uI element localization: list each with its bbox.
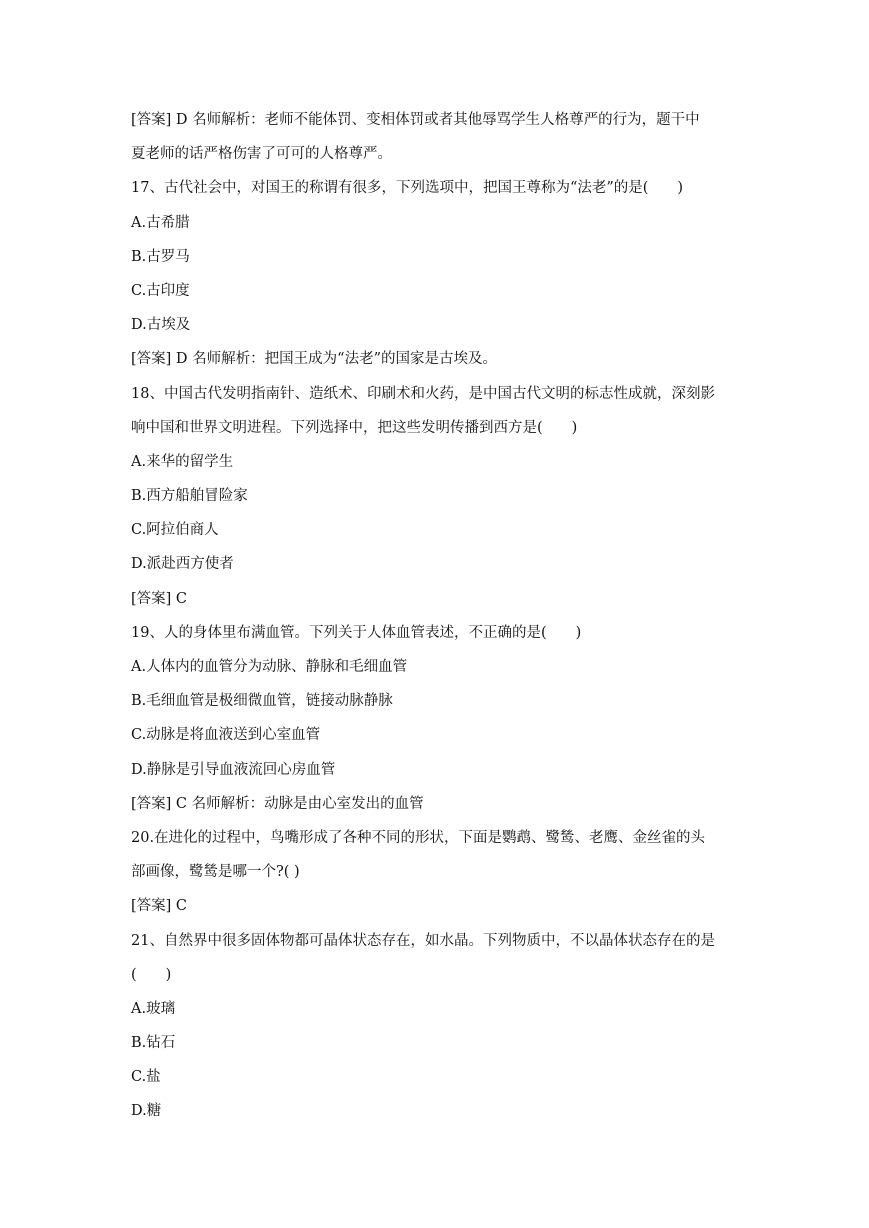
question-20-stem-line-1: 20.在进化的过程中，鸟嘴形成了各种不同的形状，下面是鹦鹉、鹭鸶、老鹰、金丝雀的头 [131, 829, 706, 846]
question-21-option-c: C.盐 [131, 1069, 161, 1086]
question-17-option-b: B.古罗马 [131, 248, 190, 265]
answer-19: [答案] C 名师解析：动脉是由心室发出的血管 [131, 795, 424, 812]
answer-20: [答案] C [131, 898, 188, 915]
question-17-option-c: C.古印度 [131, 282, 190, 299]
question-20-stem-line-2: 部画像，鹭鸶是哪一个?( ) [131, 864, 300, 881]
question-18-option-c: C.阿拉伯商人 [131, 522, 219, 539]
question-21-option-d: D.糖 [131, 1103, 162, 1120]
question-18-option-a: A.来华的留学生 [131, 453, 234, 470]
question-17-option-d: D.古埃及 [131, 317, 191, 334]
question-18-option-b: B.西方船舶冒险家 [131, 488, 248, 505]
answer-18: [答案] C [131, 590, 188, 607]
answer-16-line-1: [答案] D 名师解析：老师不能体罚、变相体罚或者其他辱骂学生人格尊严的行为，题干中 [131, 112, 700, 128]
question-18-option-d: D.派赴西方使者 [131, 556, 234, 573]
question-18-stem-line-2: 响中国和世界文明进程。下列选择中，把这些发明传播到西方是( ) [131, 419, 578, 436]
question-19-option-c: C.动脉是将血液送到心室血管 [131, 727, 321, 744]
answer-16-line-2: 夏老师的话严格伤害了可可的人格尊严。 [131, 146, 392, 163]
question-21-stem-line-1: 21、自然界中很多固体物都可晶体状态存在，如水晶。下列物质中，不以晶体状态存在的是 [131, 932, 715, 949]
question-19-stem: 19、人的身体里布满血管。下列关于人体血管表述，不正确的是( ) [131, 624, 582, 641]
question-21-option-b: B.钻石 [131, 1035, 176, 1052]
question-19-option-a: A.人体内的血管分为动脉、静脉和毛细血管 [131, 659, 408, 675]
question-21-stem-line-2: ( ) [131, 966, 172, 983]
document-page [131, 108, 741, 1134]
question-19-option-d: D.静脉是引导血液流回心房血管 [131, 761, 336, 778]
question-19-option-b: B.毛细血管是极细微血管，链接动脉静脉 [131, 693, 393, 710]
question-18-stem-line-1: 18、中国古代发明指南针、造纸术、印刷术和火药，是中国古代文明的标志性成就，深刻影 [131, 385, 715, 402]
question-21-option-a: A.玻璃 [131, 1000, 176, 1017]
question-17-stem: 17、古代社会中，对国王的称谓有很多，下列选项中，把国王尊称为“法老”的是( ) [131, 180, 684, 197]
answer-17: [答案] D 名师解析：把国王成为“法老”的国家是古埃及。 [131, 351, 497, 368]
question-17-option-a: A.古希腊 [131, 214, 190, 231]
